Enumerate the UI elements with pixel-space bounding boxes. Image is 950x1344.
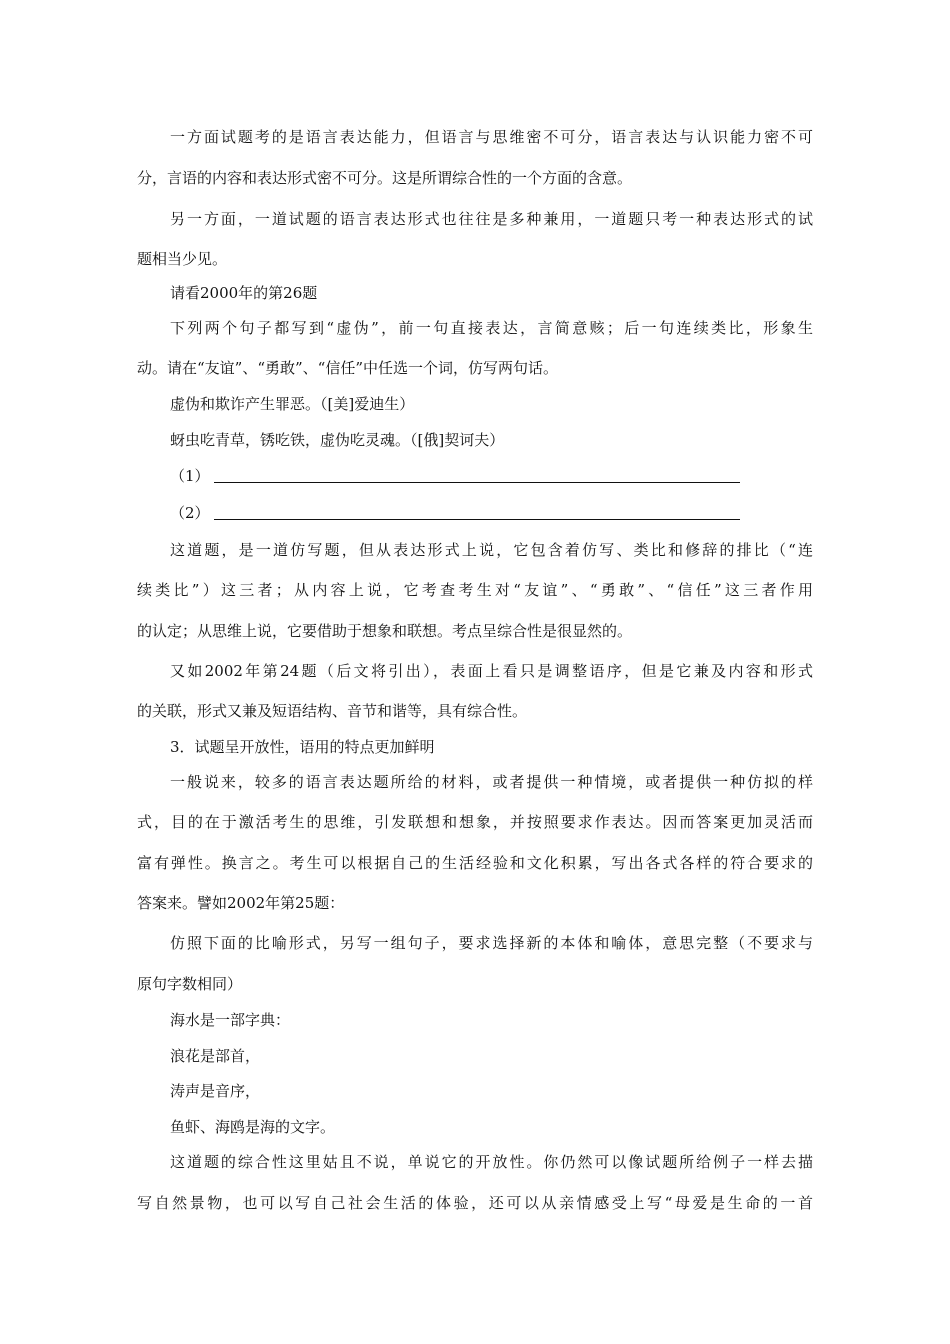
section-heading: 3．试题呈开放性，语用的特点更加鲜明	[170, 738, 435, 756]
paragraph-line: 这道题，是一道仿写题，但从表达形式上说，它包含着仿写、类比和修辞的排比（“连	[170, 541, 813, 559]
quote-line: 虚伪和欺诈产生罪恶。（[美]爱迪生）	[170, 395, 415, 413]
paragraph-line: 这道题的综合性这里姑且不说，单说它的开放性。你仍然可以像试题所给例子一样去描	[170, 1153, 813, 1171]
answer-blank-1	[170, 466, 740, 486]
answer-blank-2	[170, 503, 740, 523]
poem-line: 鱼虾、海鸥是海的文字。	[170, 1118, 336, 1136]
paragraph-line: 答案来。譬如2002年第25题：	[137, 894, 345, 912]
paragraph-line: 另一方面，一道试题的语言表达形式也往往是多种兼用，一道题只考一种表达形式的试	[170, 210, 813, 228]
poem-line: 涛声是音序，	[170, 1082, 261, 1100]
poem-line: 海水是一部字典：	[170, 1011, 291, 1029]
paragraph-line: 一般说来，较多的语言表达题所给的材料，或者提供一种情境，或者提供一种仿拟的样	[170, 773, 813, 791]
paragraph-line: 仿照下面的比喻形式，另写一组句子，要求选择新的本体和喻体，意思完整（不要求与	[170, 934, 813, 952]
answer-blank-line	[214, 519, 740, 520]
paragraph-line: 下列两个句子都写到“虚伪”，前一句直接表达，言简意赅；后一句连续类比，形象生	[170, 319, 813, 337]
paragraph-line: 的认定；从思维上说，它要借助于想象和联想。考点呈综合性是很显然的。	[137, 622, 633, 640]
paragraph-line: 动。请在“友谊”、“勇敢”、“信任”中任选一个词，仿写两句话。	[137, 359, 559, 377]
paragraph-line: 题相当少见。	[137, 250, 228, 268]
paragraph-line: 富有弹性。换言之。考生可以根据自己的生活经验和文化积累，写出各式各样的符合要求的	[137, 854, 813, 872]
paragraph-line: 请看2000年的第26题	[170, 284, 318, 302]
paragraph-line: 的关联，形式又兼及短语结构、音节和谐等，具有综合性。	[137, 702, 528, 720]
answer-blank-number: （1）	[170, 467, 210, 485]
paragraph-line: 分，言语的内容和表达形式密不可分。这是所谓综合性的一个方面的含意。	[137, 169, 633, 187]
paragraph-line: 续类比”）这三者；从内容上说，它考查考生对“友谊”、“勇敢”、“信任”这三者作用	[137, 581, 813, 599]
paragraph-line: 原句字数相同）	[137, 975, 243, 993]
answer-blank-number: （2）	[170, 504, 210, 522]
poem-line: 浪花是部首，	[170, 1047, 261, 1065]
paragraph-line: 式，目的在于激活考生的思维，引发联想和想象，并按照要求作表达。因而答案更加灵活而	[137, 813, 813, 831]
quote-line: 蚜虫吃青草，锈吃铁，虚伪吃灵魂。（[俄]契诃夫）	[170, 431, 505, 449]
paragraph-line: 写自然景物，也可以写自己社会生活的体验，还可以从亲情感受上写“母爱是生命的一首	[137, 1194, 813, 1212]
paragraph-line: 一方面试题考的是语言表达能力，但语言与思维密不可分，语言表达与认识能力密不可	[170, 128, 813, 146]
answer-blank-line	[214, 482, 740, 483]
paragraph-line: 又如2002年第24题（后文将引出），表面上看只是调整语序，但是它兼及内容和形式	[170, 662, 813, 680]
